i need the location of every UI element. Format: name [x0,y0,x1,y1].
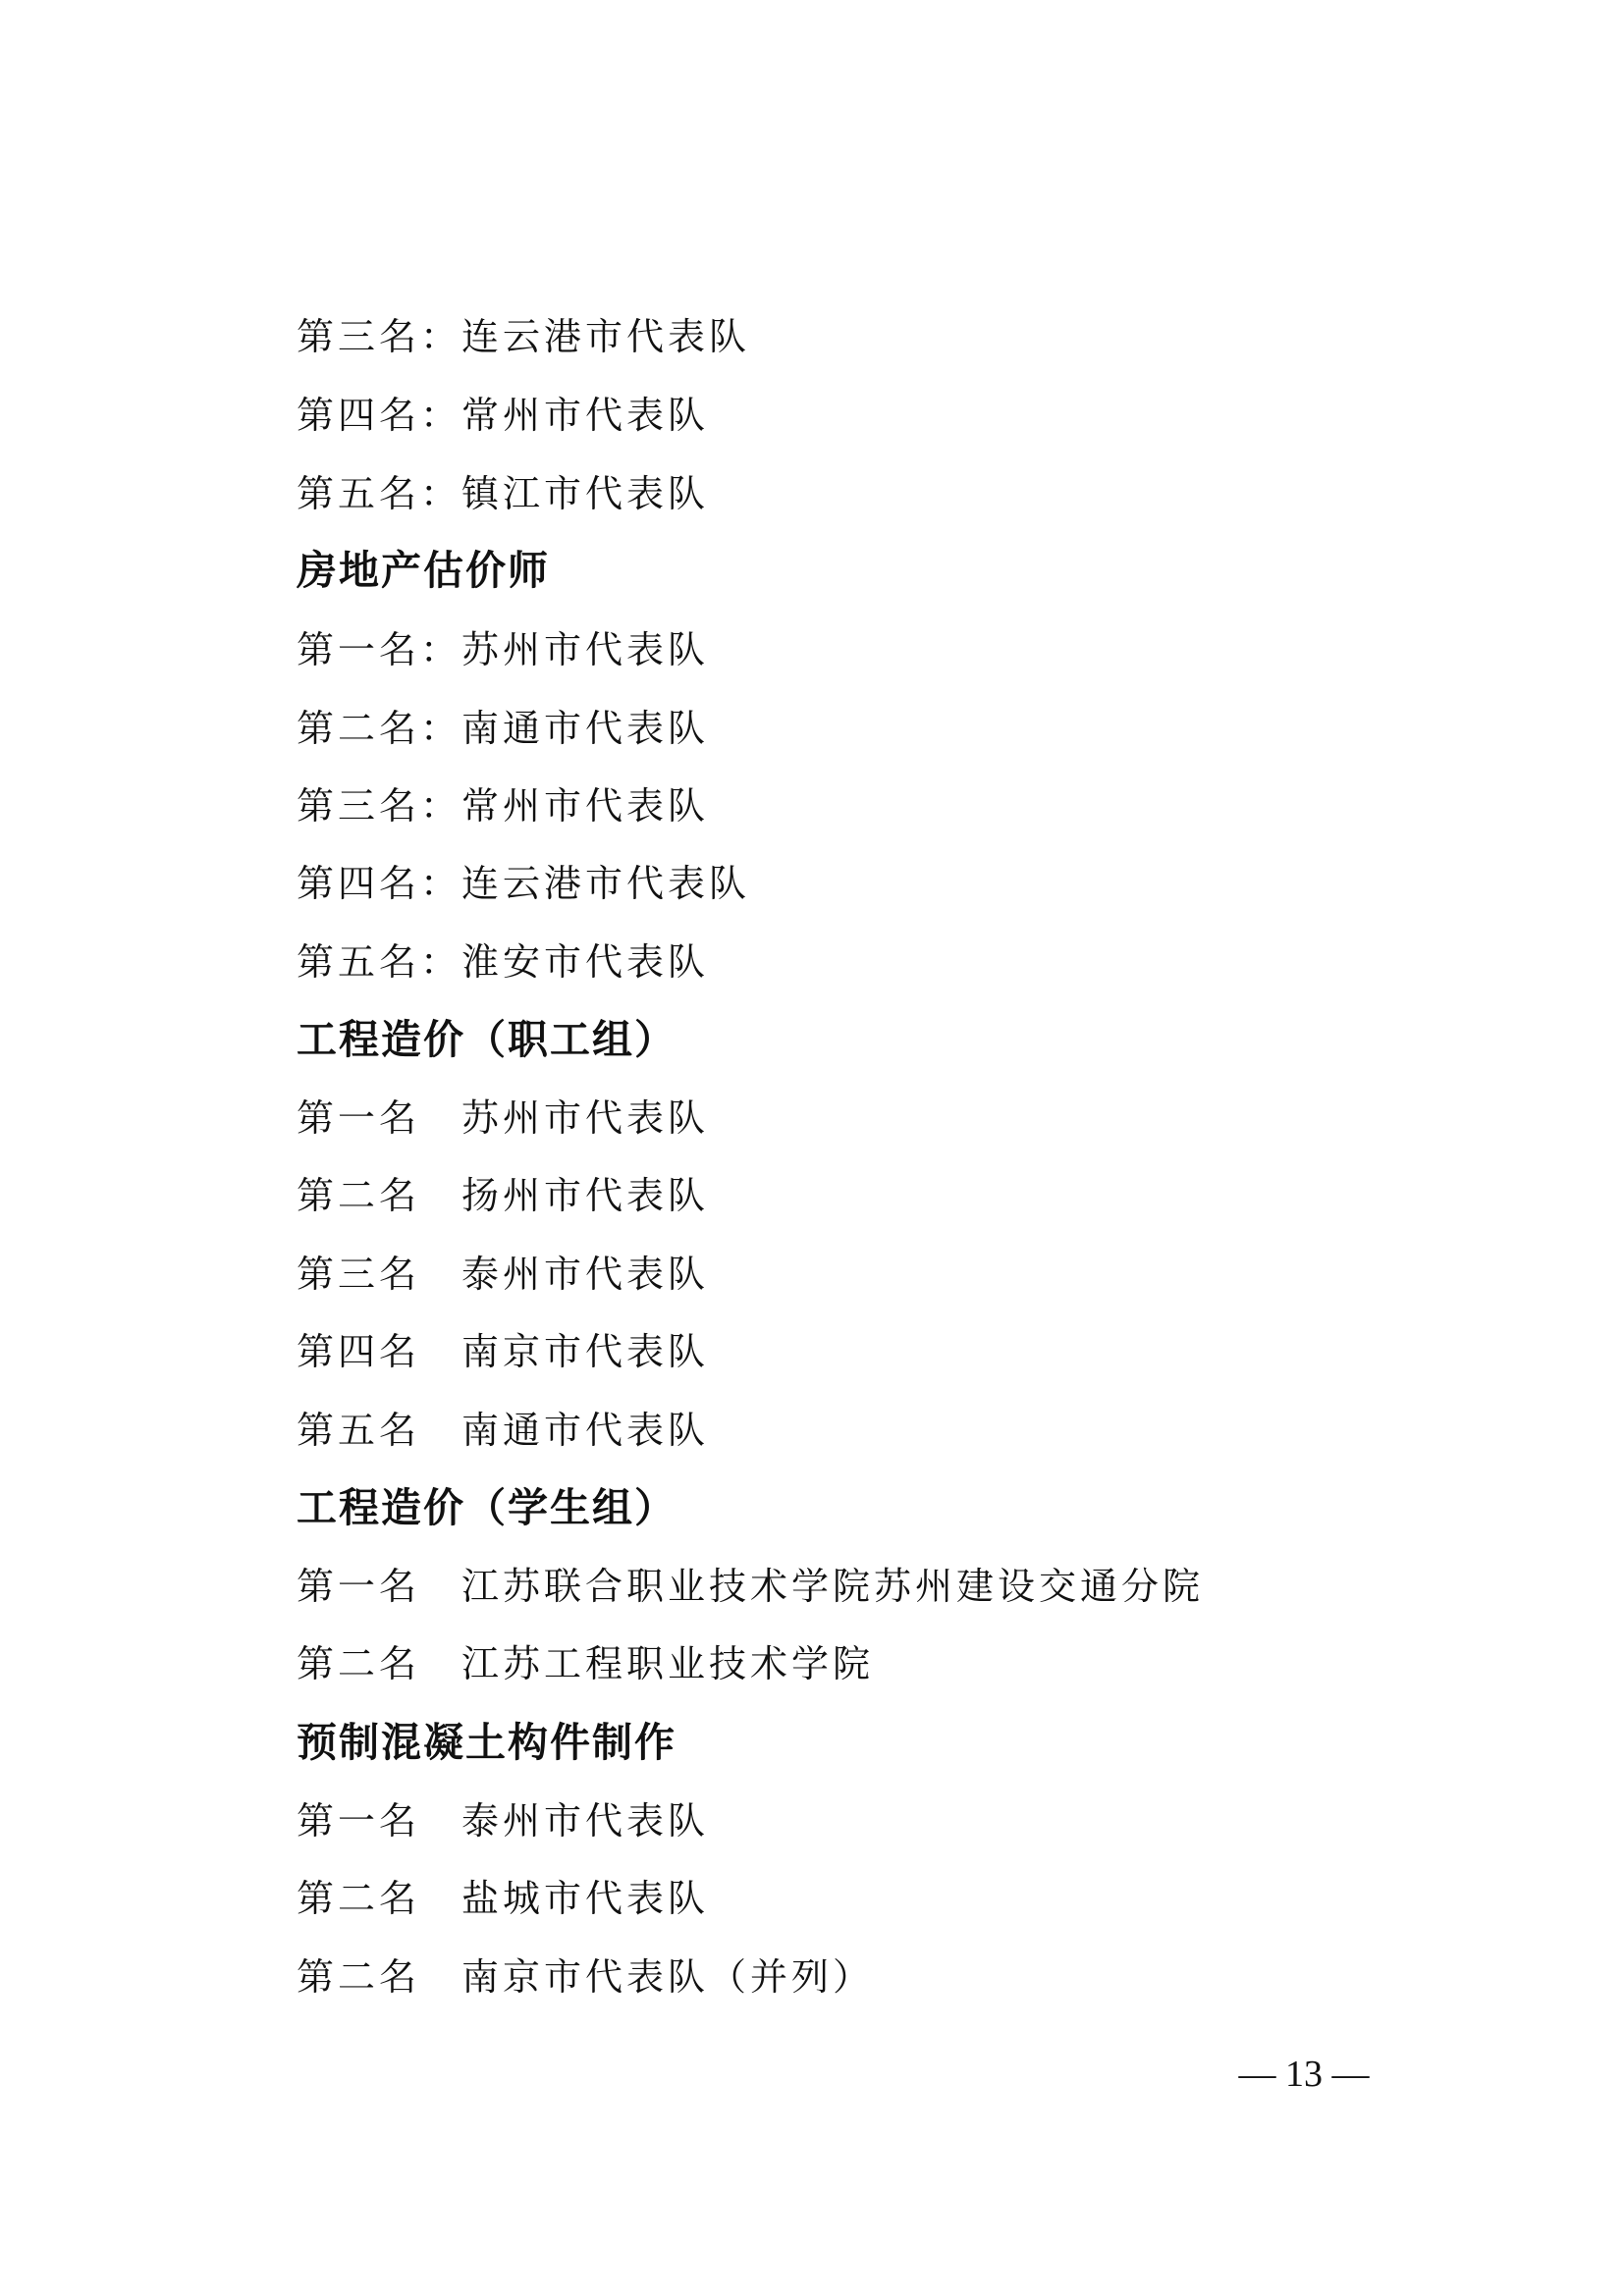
separator: ： [420,784,462,828]
separator [420,1327,461,1376]
team-name: 苏州市代表队 [461,1096,710,1140]
team-name: 镇江市代表队 [461,472,710,515]
team-name: 连云港市代表队 [461,315,751,358]
team-name: 扬州市代表队 [461,1174,710,1217]
team-name: 南通市代表队 [461,1409,710,1452]
list-item [297,1171,709,1220]
rank-label: 第三名 [297,1253,421,1296]
list-item [297,1094,709,1143]
team-name: 江苏联合职业技术学院苏州建设交通分院 [461,1565,1205,1608]
list-item [297,1874,709,1923]
separator [420,1250,461,1299]
team-name: 连云港市代表队 [461,862,751,905]
separator: ： [420,707,462,750]
team-name: 淮安市代表队 [461,940,710,984]
rank-label: 第二名 [297,1955,421,1999]
list-item [297,1327,709,1376]
team-name: 盐城市代表队 [461,1877,710,1920]
rank-label: 第五名 [297,1409,421,1452]
rank-label: 第二名 [297,1877,421,1920]
rank-label: 第二名 [297,1174,421,1217]
list-item [297,1796,709,1845]
team-name: 南京市代表队（并列） [461,1955,875,1999]
separator: ： [420,315,462,358]
rank-label: 第一名 [297,1799,421,1842]
list-item [297,312,750,361]
list-item [297,937,709,987]
list-item [297,859,750,908]
section-heading: 工程造价（职工组） [297,1016,677,1063]
list-item [297,704,709,753]
separator: ： [420,394,462,437]
rank-label: 第四名 [297,862,421,905]
section-heading: 预制混凝土构件制作 [297,1719,677,1766]
team-name: 江苏工程职业技术学院 [461,1642,875,1685]
separator [420,1094,461,1143]
separator [420,1639,461,1688]
team-name: 泰州市代表队 [461,1253,710,1296]
separator: ： [420,472,462,515]
team-name: 常州市代表队 [461,784,710,828]
separator [420,1171,461,1220]
rank-label: 第二名 [297,1642,421,1685]
separator [420,1874,461,1923]
list-item [297,625,709,674]
list-item [297,391,709,440]
team-name: 南京市代表队 [461,1330,710,1373]
list-item [297,1639,874,1688]
separator: ： [420,628,462,671]
list-item [297,1406,709,1455]
rank-label: 第三名 [297,315,421,358]
list-item [297,1952,874,2002]
team-name: 常州市代表队 [461,394,710,437]
rank-label: 第三名 [297,784,421,828]
rank-label: 第四名 [297,394,421,437]
list-item [297,1562,1204,1611]
separator [420,1952,461,2002]
list-item [297,1250,709,1299]
team-name: 泰州市代表队 [461,1799,710,1842]
rank-label: 第五名 [297,940,421,984]
separator [420,1406,461,1455]
separator: ： [420,862,462,905]
rank-label: 第五名 [297,472,421,515]
team-name: 南通市代表队 [461,707,710,750]
separator [420,1562,461,1611]
team-name: 苏州市代表队 [461,628,710,671]
rank-label: 第一名 [297,1565,421,1608]
rank-label: 第一名 [297,628,421,671]
rank-label: 第二名 [297,707,421,750]
separator [420,1796,461,1845]
list-item [297,781,709,830]
page-number: — 13 — [1238,2054,1370,2095]
section-heading: 工程造价（学生组） [297,1484,677,1531]
rank-label: 第四名 [297,1330,421,1373]
rank-label: 第一名 [297,1096,421,1140]
list-item [297,469,709,518]
section-heading: 房地产估价师 [297,547,550,594]
separator: ： [420,940,462,984]
